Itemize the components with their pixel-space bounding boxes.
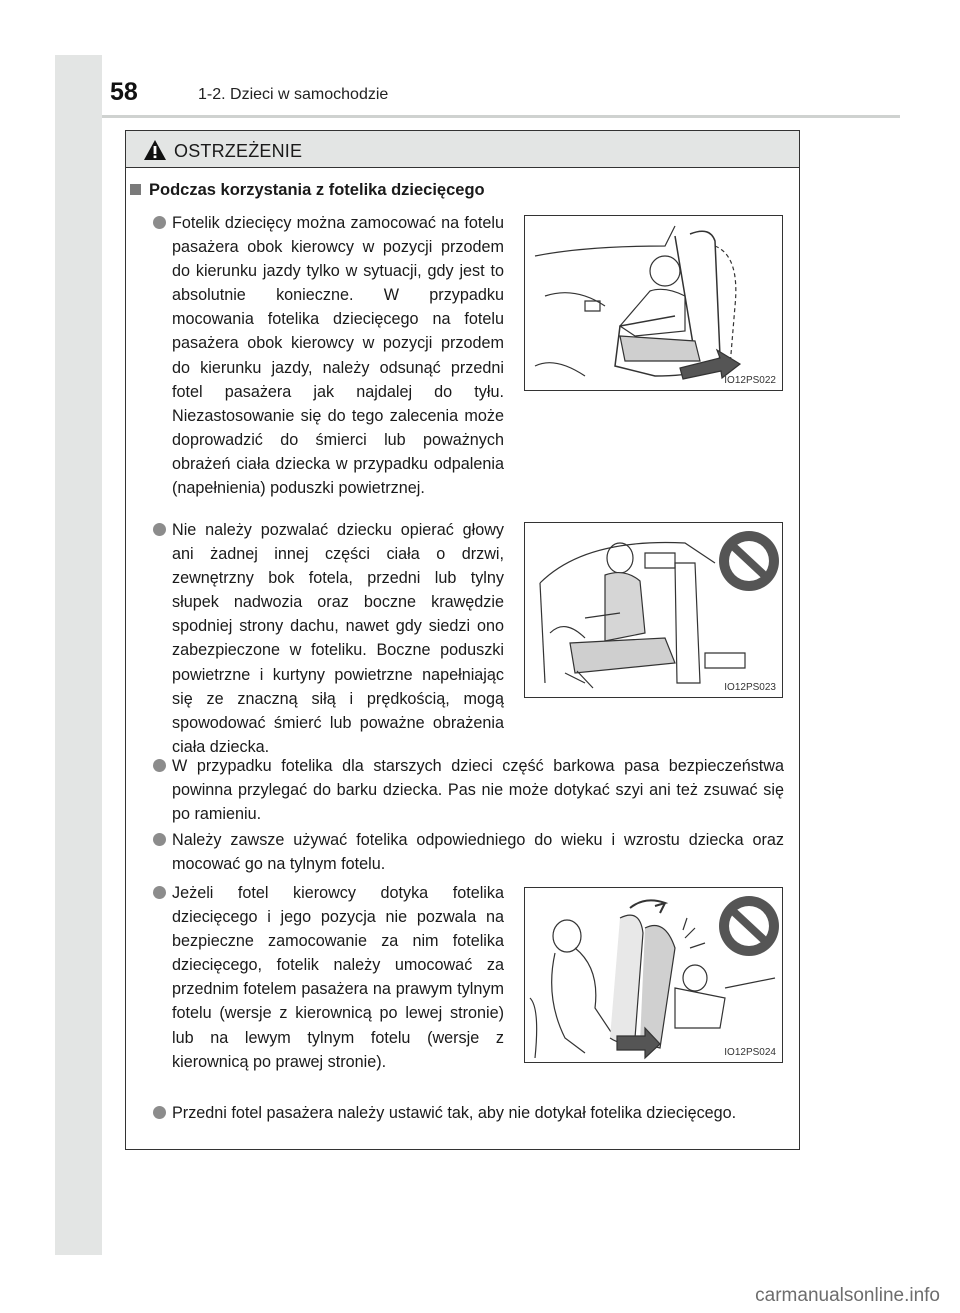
figure-seat-touching [524, 887, 783, 1063]
header-rule [102, 115, 900, 118]
bullet-text: Należy zawsze używać fotelika odpowiedniego do wieku i wzrostu dziecka oraz mocować go na tylnym fotelu. [172, 831, 784, 874]
bullet-text: Nie należy pozwalać dziecku opierać głowy ani żadnej innej części ciała o drzwi, zewnętrzny bok fotela, przedni lub tylny słupek nadwozia oraz boczne krawędzie spodniej strony dachu, nawet gdy siedzi ono zabezpieczone w foteliku. Boczne poduszki powietrzne i kurtyny powietrzne napełniając się ze znaczną siłą i prędkością, mogą spowodować śmierć lub poważne obrażenia ciała dziecka. [172, 521, 504, 756]
bullet-icon [153, 216, 166, 229]
warning-subheading [130, 181, 485, 200]
watermark: carmanualsonline.info [755, 1285, 940, 1306]
figure-code: IO12PS022 [724, 375, 776, 386]
subheading-text: Podczas korzystania z fotelika dziecięcego [149, 181, 485, 199]
bullet-text: Fotelik dziecięcy można zamocować na fotelu pasażera obok kierowcy w pozycji przodem do kierunku jazdy tylko w sytuacji, gdy jest to absolutnie konieczne. W przypadku mocowania fotelika dziecięcego na fotelu pasażera obok kierowcy w pozycji przodem do kierunku jazdy, należy odsunąć przedni fotel pasażera jak najdalej do tyłu. Niezastosowanie się do tego zalecenia może doprowadzić do śmierci lub poważnych obrażeń ciała dziecka w przypadku odpalenia (napełnienia) poduszki powietrznej. [172, 214, 504, 498]
list-item [172, 211, 504, 500]
child-seat-front-passenger-illustration [525, 216, 783, 391]
bullet-icon [153, 523, 166, 536]
list-item [172, 754, 784, 826]
bullet-icon [153, 1106, 166, 1119]
front-seat-touching-child-seat-prohibited-illustration [525, 888, 783, 1063]
warning-title: OSTRZEŻENIE [174, 141, 303, 161]
bullet-icon [153, 833, 166, 846]
figure-code: IO12PS023 [724, 682, 776, 693]
page-number: 58 [110, 78, 138, 106]
list-item [172, 881, 504, 1074]
bullet-icon [153, 886, 166, 899]
figure-code: IO12PS024 [724, 1047, 776, 1058]
list-item [172, 518, 504, 759]
section-title: 1-2. Dzieci w samochodzie [198, 86, 389, 103]
square-bullet-icon [130, 184, 141, 195]
bullet-text: Przedni fotel pasażera należy ustawić tak, aby nie dotykał fotelika dziecięcego. [172, 1104, 737, 1122]
page-side-tab [55, 55, 102, 1255]
bullet-text: Jeżeli fotel kierowcy dotyka fotelika dziecięcego i jego pozycja nie pozwala na bezpieczne zamocowanie za nim fotelika dziecięcego, fotelik należy umocować za przednim fotelem pasażera na prawym tylnym fotelu (wersje z kierownicą po lewej stronie) lub na lewym tylnym fotelu (wersje z kierownicą po prawej stronie). [172, 884, 504, 1071]
bullet-text: W przypadku fotelika dla starszych dzieci część barkowa pasa bezpieczeństwa powinna przylegać do barku dziecka. Pas nie może dotykać szyi ani też zsuwać się po ramieniu. [172, 757, 784, 824]
list-item [172, 828, 784, 876]
figure-child-seat-front [524, 215, 783, 391]
list-item [172, 1101, 784, 1125]
child-leaning-prohibited-illustration [525, 523, 783, 698]
warning-header [126, 131, 799, 168]
figure-child-leaning [524, 522, 783, 698]
warning-triangle-icon [143, 139, 167, 161]
bullet-icon [153, 759, 166, 772]
